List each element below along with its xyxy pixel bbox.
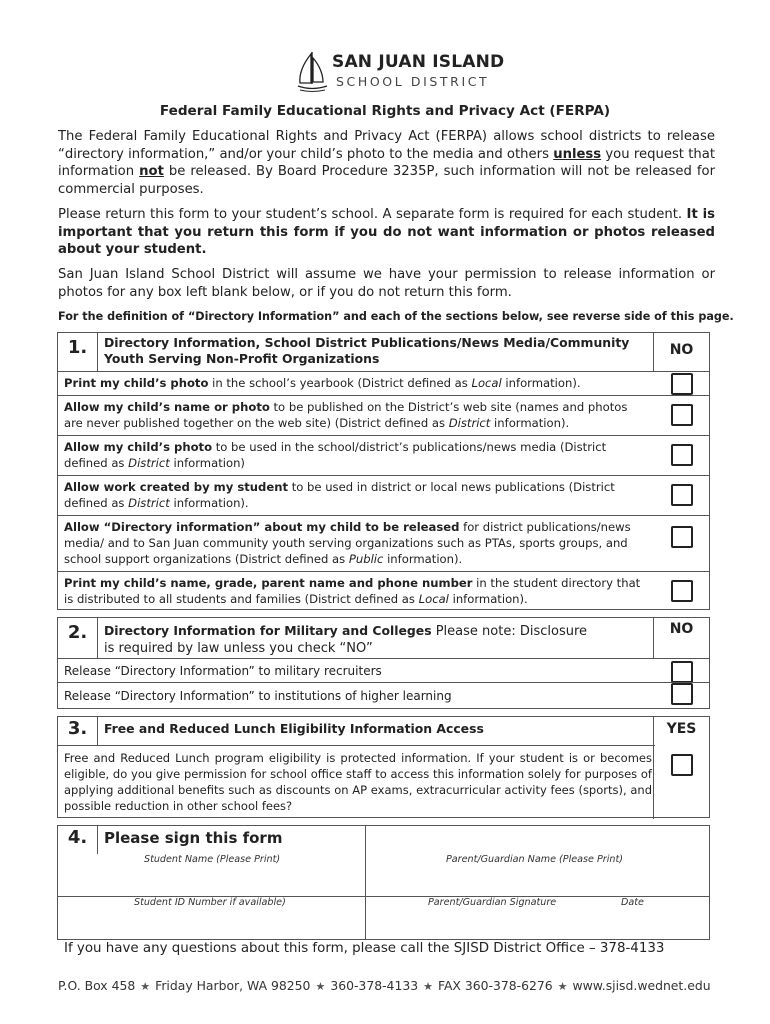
section-2-number: 2.	[58, 618, 98, 658]
section-1-row-6	[58, 571, 709, 611]
intro-paragraph-1: The Federal Family Educational Rights and Privacy Act (FERPA) allows school districts to release “directory information,” and/or your child’s photo to the media and others unless you request that information not be released. By Board Procedure 3235P, such information will not be released for commercial purposes.	[58, 129, 716, 197]
checkbox-lunch-eligibility[interactable]	[671, 754, 693, 776]
section-2	[57, 617, 710, 709]
row-3-text: Allow my child’s photo to be used in the school/district’s publications/news media (District defined as District information)	[64, 440, 607, 470]
section-1	[57, 332, 710, 610]
section-1-number: 1.	[58, 333, 98, 371]
section-3-yes-header: YES	[653, 717, 709, 819]
section-1-no-header: NO	[653, 333, 709, 371]
section-2-heading: Directory Information for Military and Colleges Please note: Disclosure is required by law unless you check “NO”	[104, 623, 588, 656]
contact-question: If you have any questions about this form, please call the SJISD District Office – 378-4133	[64, 941, 665, 956]
district-logo	[296, 50, 505, 94]
intro-paragraph-3: San Juan Island School District will assume we have your permission to release information or photos for any box left blank below, or if you do not return this form.	[58, 267, 715, 300]
student-id-label: Student ID Number if available)	[134, 897, 286, 908]
section-1-row-1	[58, 371, 709, 395]
sailboat-logo-icon	[296, 50, 330, 94]
parent-signature-label: Parent/Guardian Signature	[428, 897, 557, 908]
row-5-text: Allow “Directory information” about my child to be released for district publications/news media/ and to San Juan community youth serving organizations such as PTAs, sports groups, and school support organizations (District defined as Public information).	[64, 520, 631, 566]
section-4-heading: Please sign this form	[104, 829, 283, 847]
checkbox-directory-release[interactable]	[671, 526, 693, 548]
checkbox-web-site[interactable]	[671, 404, 693, 426]
footer-web[interactable]: www.sjisd.wednet.edu	[572, 978, 711, 993]
row-1-text: Print my child’s photo in the school’s yearbook (District defined as Local information).	[64, 376, 581, 390]
checkbox-military-recruiters[interactable]	[671, 661, 693, 683]
section-1-row-3	[58, 435, 709, 475]
student-name-label: Student Name (Please Print)	[144, 854, 281, 865]
section-3-number: 3.	[58, 717, 98, 745]
star-icon: ★	[557, 980, 568, 993]
section-3-row	[58, 745, 655, 819]
footer	[58, 978, 711, 993]
section-1-row-5	[58, 515, 709, 571]
row-6-text: Print my child’s name, grade, parent name and phone number in the student directory that is distributed to all students and families (District defined as Local information).	[64, 576, 641, 606]
section-4-number: 4.	[58, 826, 98, 854]
section-1-heading: Directory Information, School District Publications/News Media/Community Youth Serving Non-Profit Organizations	[104, 335, 630, 366]
footer-city: Friday Harbor, WA 98250	[155, 978, 311, 993]
section-1-row-4	[58, 475, 709, 515]
logo-subtitle: SCHOOL DISTRICT	[336, 74, 490, 89]
checkbox-higher-learning[interactable]	[671, 683, 693, 705]
checkbox-student-directory[interactable]	[671, 580, 693, 602]
checkbox-publications[interactable]	[671, 444, 693, 466]
section-3	[57, 716, 710, 818]
row-4-text: Allow work created by my student to be used in district or local news publications (District defined as District information).	[64, 480, 615, 510]
section-3-heading: Free and Reduced Lunch Eligibility Information Access	[104, 721, 484, 736]
section-2-no-header: NO	[653, 618, 709, 658]
checkbox-print-photo-yearbook[interactable]	[671, 373, 693, 395]
section-2-row-1	[58, 658, 709, 682]
intro-paragraph-2: Please return this form to your student’s school. A separate form is required for each student. It is important that you return this form if you do not want information or photos released about your student.	[58, 207, 715, 257]
footer-phone: 360-378-4133	[330, 978, 419, 993]
star-icon: ★	[315, 980, 326, 993]
section-1-row-2	[58, 395, 709, 435]
footer-box: P.O. Box 458	[58, 978, 136, 993]
date-label: Date	[621, 897, 644, 908]
military-recruiters-text: Release “Directory Information” to military recruiters	[64, 664, 382, 678]
page-title: Federal Family Educational Rights and Privacy Act (FERPA)	[159, 103, 611, 119]
parent-name-label: Parent/Guardian Name (Please Print)	[446, 854, 623, 865]
section-2-row-2	[58, 682, 709, 710]
footer-fax: FAX 360-378-6276	[437, 978, 553, 993]
definition-note: For the definition of “Directory Information” and each of the sections below, see reverse side of this page.	[58, 310, 734, 323]
star-icon: ★	[423, 980, 433, 993]
star-icon: ★	[140, 980, 151, 993]
lunch-eligibility-text: Free and Reduced Lunch program eligibility is protected information. If your student is or becomes eligible, do you give permission for school office staff to access this information solely for purposes of applying additional benefits such as discounts on AP exams, extracurricular activity fees (sports), and possible reduction in other school fees?	[64, 751, 652, 813]
checkbox-student-work[interactable]	[671, 484, 693, 506]
higher-learning-text: Release “Directory Information” to institutions of higher learning	[64, 689, 452, 703]
logo-name: SAN JUAN ISLAND	[332, 52, 505, 72]
row-2-text: Allow my child’s name or photo to be published on the District’s web site (names and photos are never published together on the web site) (District defined as District information).	[64, 400, 628, 430]
section-4	[57, 825, 710, 940]
